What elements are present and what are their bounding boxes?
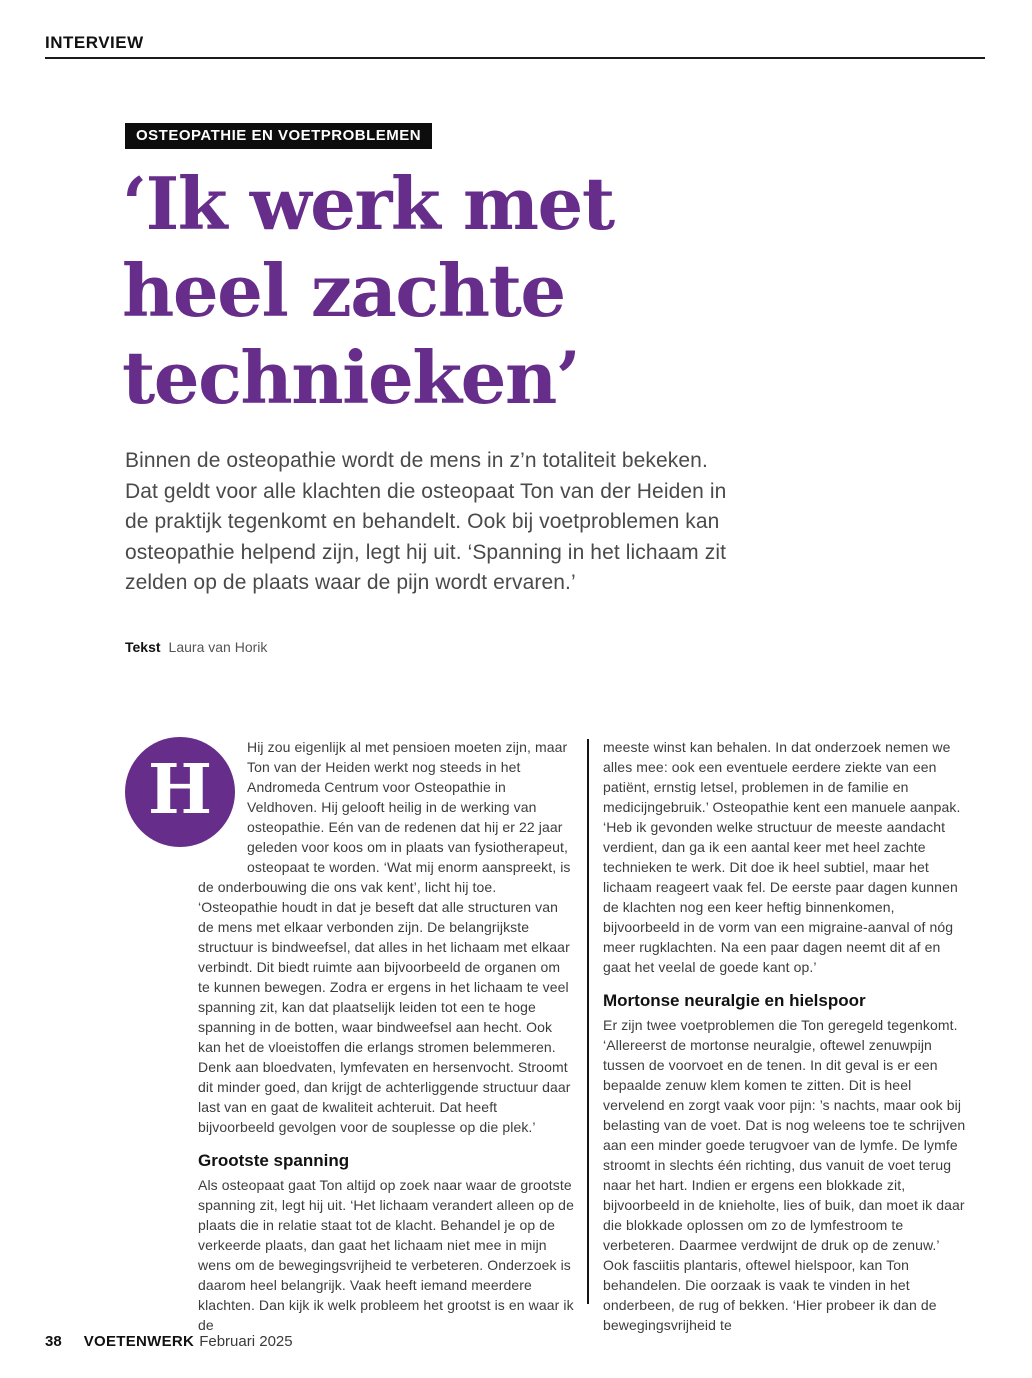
page-number: 38	[45, 1333, 62, 1350]
byline-label: Tekst	[125, 639, 161, 655]
headline-line: technieken’	[122, 335, 580, 420]
article-intro: Binnen de osteopathie wordt de mens in z’n totaliteit bekeken. Dat geldt voor alle klachten die osteopaat Ton van der Heiden in de praktijk tegenkomt en behandelt. Ook bij voetproblemen kan osteopathie helpend zijn, legt hij uit. ‘Spanning in het lichaam zit zelden op de plaats waar de pijn wordt ervaren.’	[125, 449, 727, 594]
body-paragraph: meeste winst kan behalen. In dat onderzoek nemen we alles mee: ook een eventuele eerdere ziekte van een patiënt, ernstig letsel, problemen in de familie en medicijngebruik.’ Osteopathie kent een manuele aanpak. ‘Heb ik gevonden welke structuur de meeste aandacht verdient, dan ga ik een aantal keer met heel zachte technieken te werk. Dit doe ik heel subtiel, maar het lichaam reageert vaak fel. De eerste paar dagen kunnen de klachten nog een keer heftig binnenkomen, bijvoorbeeld in de vorm van een migraine-aanval of nóg meer rugklachten. Na een paar dagen neemt dit af en gaat het veelal de goede kant op.’	[603, 739, 961, 975]
dropcap-initial: H	[125, 737, 235, 847]
paragraph-text: Hij zou eigenlijk al met pensioen moeten zijn, maar Ton van der Heiden werkt nog steeds in het Andromeda Centrum voor Osteopathie in Veldhoven. Hij gelooft heilig in de werking van osteopathie. Eén van de redenen dat hij er 22 jaar geleden voor koos om in plaats van fysiotherapeut, osteopaat te worden. ‘Wat mij enorm aanspreekt, is de onderbouwing die ons vak kent’, licht hij toe. ‘Osteopathie houdt in dat je beseft dat alle structuren van de mens met elkaar verbonden zijn. De belangrijkste structuur is bindweefsel, dat alles in het lichaam met elkaar verbindt. Dit biedt ruimte aan bijvoorbeeld de organen om te kunnen bewegen. Zodra er ergens in het lichaam te veel spanning zit, kan dat plaatselijk leiden tot een te hoge spanning in de botten, waar bindweefsel aan hecht. Ook kan het de vloeistoffen die erlangs stromen belemmeren. Denk aan bloedvaten, lymfevaten en hersenvocht. Stroomt dit minder goed, dan krijgt de achterliggende structuur daar last van en gaat de kwaliteit achteruit. Dat heeft bijvoorbeeld gevolgen voor de souplesse op die plek.’	[198, 739, 571, 1135]
masthead-rule	[45, 57, 985, 59]
dropcap-spacer	[198, 737, 247, 865]
subheading: Grootste spanning	[198, 1151, 350, 1170]
page-footer	[45, 1333, 293, 1350]
body-paragraph	[198, 737, 574, 1137]
headline-line: heel zachte	[122, 248, 565, 333]
body-paragraph: Als osteopaat gaat Ton altijd op zoek naar waar de grootste spanning zit, legt hij uit. ‘Het lichaam verandert alleen op de plaats die in relatie staat tot de klacht. Behandel je op de verkeerde plaats, dan gaat het lichaam niet mee in mijn wens om de bewegingsvrijheid te verbeteren. Onderzoek is daarom heel belangrijk. Vaak heeft iemand meerdere klachten. Dan kijk ik welk probleem het grootst is en waar ik de	[198, 1177, 574, 1333]
issue-date: Februari 2025	[199, 1333, 293, 1350]
headline-line: ‘Ik werk met	[122, 161, 614, 246]
magazine-title: VOETENWERK	[83, 1333, 195, 1350]
body-column-left	[198, 737, 574, 1335]
byline	[125, 639, 267, 655]
subheading: Mortonse neuralgie en hielspoor	[603, 991, 866, 1010]
body-paragraph: Er zijn twee voetproblemen die Ton geregeld tegenkomt. ‘Allereerst de mortonse neuralgie, oftewel zenuwpijn tussen de voorvoet en de tenen. In dit geval is er een bepaalde zenuw klem komen te zitten. Dit is heel vervelend en zorgt vaak voor pijn: ’s nachts, maar ook bij belasting van de voet. Dat is nog weleens toe te schrijven aan een minder goede terugvoer van de lymfe. De lymfe stroomt in slechts één richting, dus vanuit de voet terug naar het hart. Indien er ergens een blokkade zit, bijvoorbeeld in de knieholte, lies of buik, dan moet ik daar die blokkade oplossen om zo de lymfestroom te verbeteren. Daarmee verdwijnt de druk op de zenuw.’	[603, 1017, 966, 1253]
section-label: INTERVIEW	[45, 33, 144, 52]
column-divider	[587, 739, 589, 1304]
body-paragraph: Ook fasciitis plantaris, oftewel hielspoor, kan Ton behandelen. Die oorzaak is vaak te vinden in het onderbeen, de rug of bekken. ‘Hier probeer ik dan de bewegingsvrijheid te	[603, 1257, 937, 1333]
article-kicker: OSTEOPATHIE EN VOETPROBLEMEN	[125, 123, 432, 149]
body-column-right	[603, 737, 971, 1335]
article-headline	[122, 160, 742, 421]
byline-author: Laura van Horik	[168, 639, 268, 655]
